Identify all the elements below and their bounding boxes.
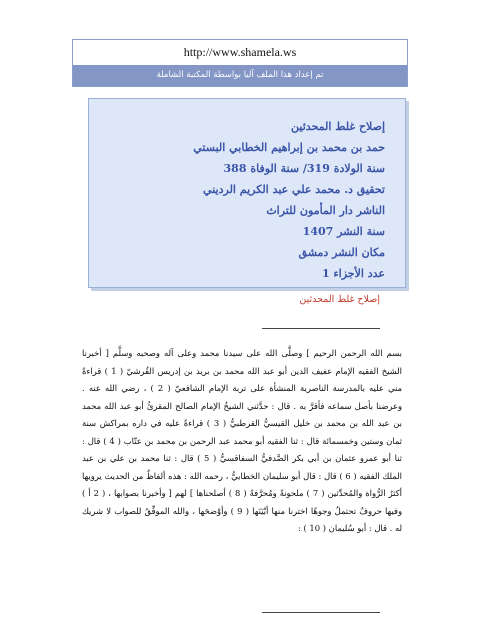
book-editor: تحقيق د. محمد علي عبد الكريم الرديني bbox=[203, 183, 385, 196]
book-info-box bbox=[88, 98, 406, 288]
book-volumes: عدد الأجزاء 1 bbox=[322, 267, 385, 280]
book-publish-place: مكان النشر دمشق bbox=[298, 246, 385, 259]
book-title: إصلاح غلط المحدثين bbox=[291, 120, 385, 133]
source-banner bbox=[72, 39, 408, 87]
banner-subtitle: تم إعداد هذا الملف آليا بواسطة المكتبة الشاملة bbox=[73, 65, 407, 86]
book-publisher: الناشر دار المأمون للتراث bbox=[266, 204, 385, 217]
source-url[interactable]: http://www.shamela.ws bbox=[73, 40, 407, 65]
section-heading: إصلاح غلط المحدثين bbox=[299, 294, 380, 305]
book-publish-year: سنة النشر 1407 bbox=[302, 225, 385, 238]
book-dates: سنة الولادة 319/ سنة الوفاة 388 bbox=[223, 162, 385, 175]
book-author: حمد بن محمد بن إبراهيم الخطابي البستي bbox=[193, 141, 385, 154]
body-paragraph: بسم الله الرحمن الرحيم ] وصلَّى الله على سيدنا محمد وعلى آله وصحبه وسلَّم [ أخبرنا الشيخ الفقيه الإمام عفيف الدين أبو عبد الله محمد بن بريد بن إدريس القُرشيّ ( 1 ) قراءةً مني عليه بالمدرسة الناصرية المنشأة على تربة الإمام الشافعيّ ( 2 ) ، رضي الله عنه . وعرضنا بأصل سماعه فأقرَّ به . قال : حدَّثني الشيخُ الإمام الصالح المقرئُ أبو عبد الله محمد بن عبد الله بن محمد بن خليل القيسيُّ القرطبيُّ ( 3 ) قراءةً عليه في داره بمراكش سنة ثمان وستين وخمسمائة قال : ثنا الفقيه أبو محمد عبد الرحمن بن محمد بن عتّاب ( 4 ) قال : ثنا أبو عمرو عثمان بن أبي بكر الصَّدفيُّ السفاقسيُّ ( 5 ) قال : ثنا محمد بن علي بن عبد الملك الفقيه ( 6 ) قال : قال أبو سليمان الخطابيُّ ، رحمه الله : هذه ألفاظٌ من الحديث يرويها أكثرُ الرُّواة والمُحدِّثين ( 7 ) ملحونةً ومُحرَّفةً ( 8 ) أصلحناها ] لهم [ وأخبرنا بصوابها ، ( 2 أ ) وفيها حروفٌ تحتملُ وجوهًا اخترنا منها أبْيَنَها ( 9 ) وأوْضحَها ، والله الموفِّقُ للصواب لا شريك له . قال : أبو سُليمان ( 10 ) : bbox=[82, 348, 403, 533]
heading-divider bbox=[262, 328, 380, 329]
footer-divider bbox=[262, 612, 380, 613]
